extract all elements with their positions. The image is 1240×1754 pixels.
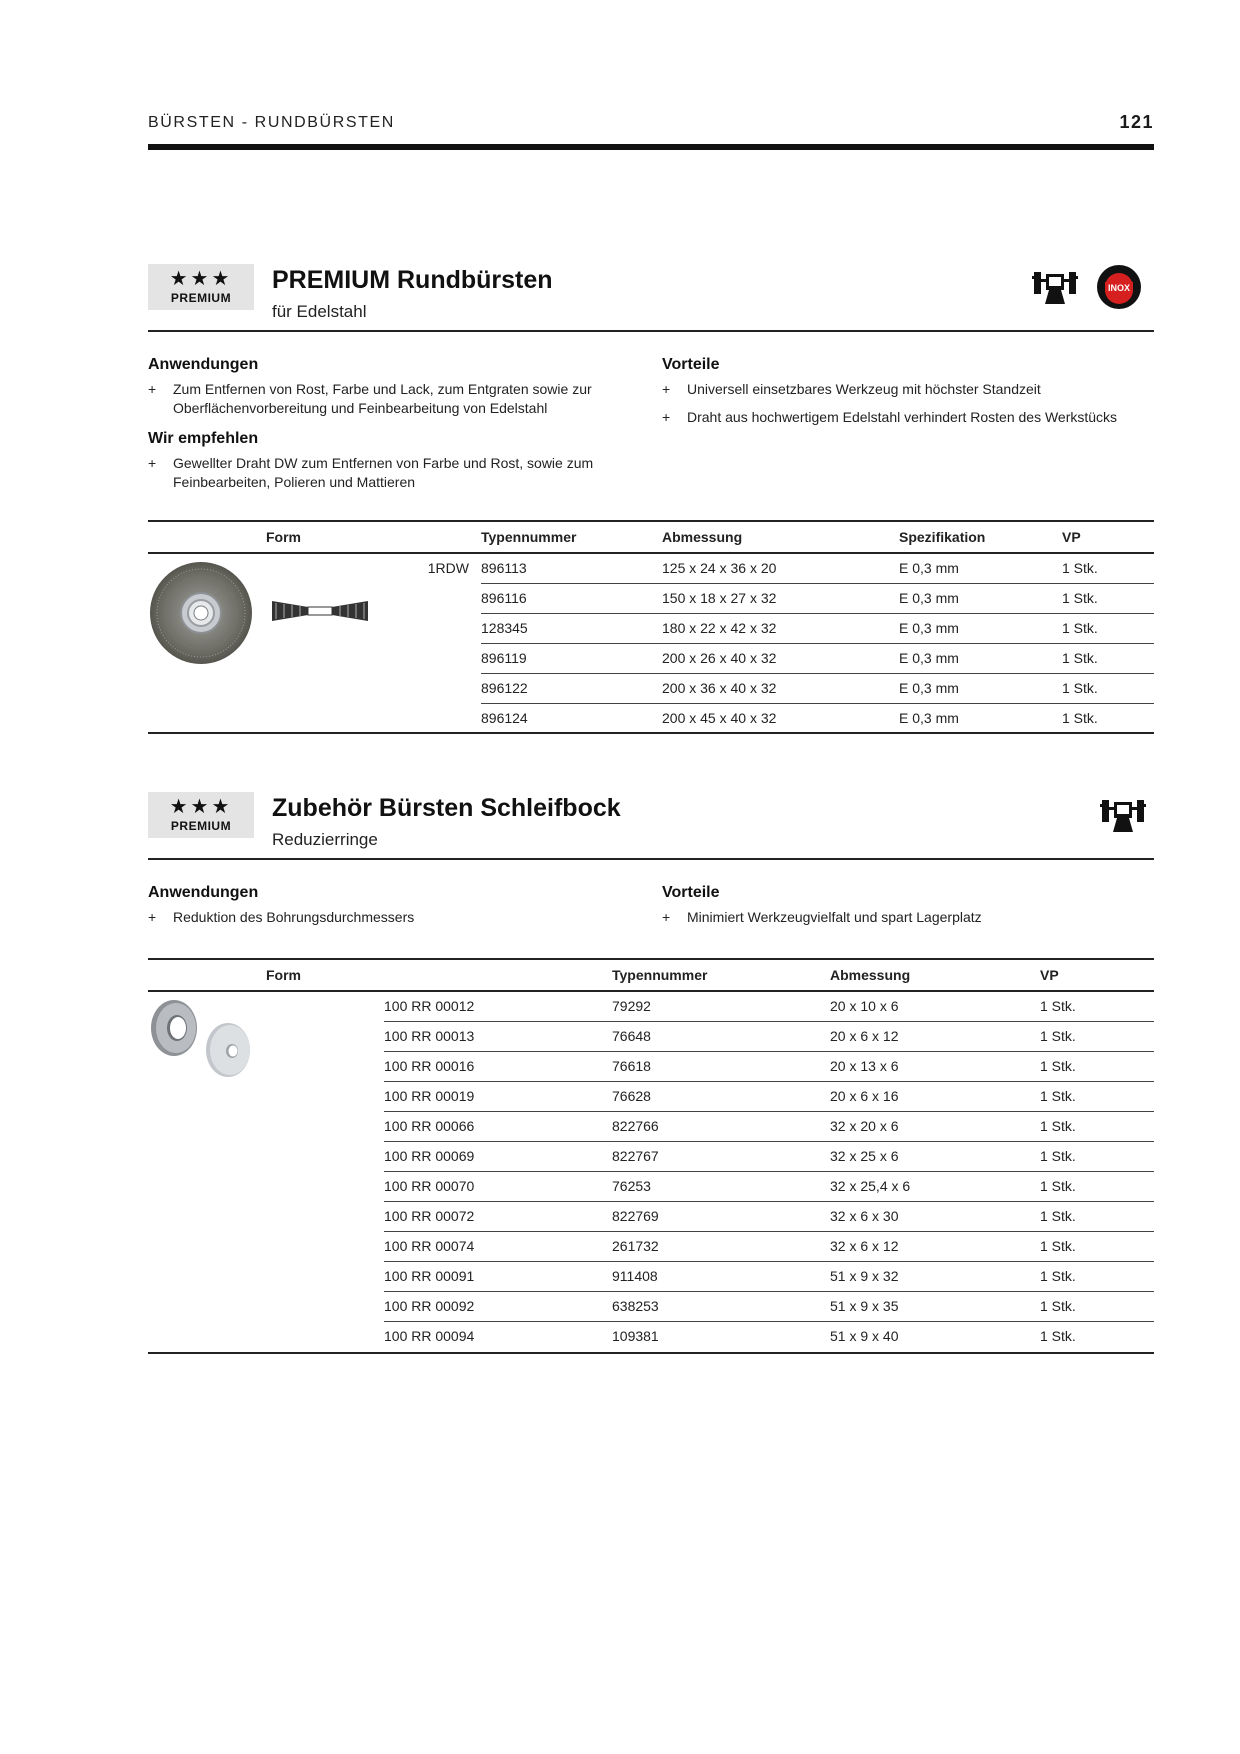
section-title: Zubehör Bürsten Schleifbock bbox=[272, 794, 621, 822]
col-header-vp: VP bbox=[1062, 521, 1154, 553]
premium-label: PREMIUM bbox=[170, 291, 232, 305]
cell-form: 100 RR 00091 bbox=[384, 1261, 612, 1291]
cell-abmessung: 20 x 6 x 12 bbox=[830, 1021, 1040, 1051]
advantages-item: + Draht aus hochwertigem Edelstahl verhindert Rosten des Werkstücks bbox=[662, 409, 1118, 425]
recommend-item: + Gewellter Draht DW zum Entfernen von Farbe und Rost, sowie zum Feinbearbeiten, Polieren und Mattieren bbox=[148, 455, 594, 490]
inox-label: INOX bbox=[1107, 283, 1131, 293]
table-bottom-rule bbox=[148, 1352, 1154, 1354]
product-table bbox=[148, 958, 1154, 1351]
cell-form: 100 RR 00070 bbox=[384, 1171, 612, 1201]
page-header bbox=[148, 110, 1154, 150]
cell-vp: 1 Stk. bbox=[1040, 1051, 1154, 1081]
cell-abmessung: 200 x 26 x 40 x 32 bbox=[662, 643, 899, 673]
cell-abmessung: 200 x 45 x 40 x 32 bbox=[662, 710, 777, 727]
table-header-row bbox=[148, 959, 1154, 991]
cell-vp: 1 Stk. bbox=[1040, 1231, 1154, 1261]
applications-item: + Reduktion des Bohrungsdurchmessers bbox=[148, 909, 415, 925]
cell-vp: 1 Stk. bbox=[1062, 673, 1154, 703]
cell-abmessung: 51 x 9 x 40 bbox=[830, 1328, 899, 1345]
cell-abmessung: 20 x 10 x 6 bbox=[830, 991, 1040, 1021]
cell-spezifikation: E 0,3 mm bbox=[899, 613, 1062, 643]
cell-abmessung: 32 x 6 x 12 bbox=[830, 1231, 1040, 1261]
cell-typennummer: 822769 bbox=[612, 1201, 830, 1231]
cell-typennummer: 128345 bbox=[481, 613, 662, 643]
cell-spezifikation: E 0,3 mm bbox=[899, 710, 959, 727]
cell-vp: 1 Stk. bbox=[1062, 710, 1098, 727]
advantages-heading: Vorteile bbox=[662, 356, 720, 373]
cell-form: 100 RR 00019 bbox=[384, 1081, 612, 1111]
cell-form: 100 RR 00013 bbox=[384, 1021, 612, 1051]
cell-vp: 1 Stk. bbox=[1040, 1201, 1154, 1231]
cell-form: 100 RR 00016 bbox=[384, 1051, 612, 1081]
col-header-spezifikation: Spezifikation bbox=[899, 521, 1062, 553]
cell-form: 100 RR 00074 bbox=[384, 1231, 612, 1261]
inox-badge-icon bbox=[1096, 264, 1142, 310]
table-bottom-rule bbox=[148, 732, 1154, 734]
cell-spezifikation: E 0,3 mm bbox=[899, 583, 1062, 613]
premium-label: PREMIUM bbox=[170, 819, 232, 833]
cell-typennummer: 822767 bbox=[612, 1141, 830, 1171]
premium-badge bbox=[148, 264, 254, 310]
cell-typennummer: 79292 bbox=[612, 991, 830, 1021]
applications-block bbox=[148, 356, 638, 427]
cell-abmessung: 20 x 6 x 16 bbox=[830, 1081, 1040, 1111]
cell-form: 100 RR 00066 bbox=[384, 1111, 612, 1141]
cell-vp: 1 Stk. bbox=[1040, 1171, 1154, 1201]
cell-abmessung: 20 x 13 x 6 bbox=[830, 1051, 1040, 1081]
cell-abmessung: 51 x 9 x 32 bbox=[830, 1261, 1040, 1291]
stars-icon: ★★★ bbox=[169, 796, 233, 818]
cell-vp: 1 Stk. bbox=[1040, 1111, 1154, 1141]
cell-abmessung: 125 x 24 x 36 x 20 bbox=[662, 553, 899, 583]
cell-typennummer: 109381 bbox=[612, 1328, 659, 1345]
applications-item: + Zum Entfernen von Rost, Farbe und Lack, zum Entgraten sowie zur Oberflächenvorbereitung und Feinbearbeitung von Edelstahl bbox=[148, 381, 592, 416]
cell-vp: 1 Stk. bbox=[1040, 1261, 1154, 1291]
section-subtitle: für Edelstahl bbox=[272, 302, 367, 321]
cell-typennummer: 896116 bbox=[481, 583, 662, 613]
cell-abmessung: 32 x 20 x 6 bbox=[830, 1111, 1040, 1141]
cell-typennummer: 76648 bbox=[612, 1021, 830, 1051]
bench-grinder-icon bbox=[1032, 264, 1078, 310]
cell-abmessung: 180 x 22 x 42 x 32 bbox=[662, 613, 899, 643]
col-header-typennummer: Typennummer bbox=[481, 521, 662, 553]
cell-typennummer: 911408 bbox=[612, 1261, 830, 1291]
section-zubehoer-schleifbock bbox=[148, 792, 1154, 1372]
cell-vp: 1 Stk. bbox=[1062, 553, 1154, 583]
product-image-cell bbox=[148, 553, 266, 733]
applications-heading: Anwendungen bbox=[148, 356, 259, 373]
cell-vp: 1 Stk. bbox=[1062, 613, 1154, 643]
cell-form: 100 RR 00094 bbox=[384, 1328, 475, 1345]
cell-abmessung: 200 x 36 x 40 x 32 bbox=[662, 673, 899, 703]
form-cell bbox=[266, 553, 481, 733]
cell-vp: 1 Stk. bbox=[1040, 991, 1154, 1021]
cell-vp: 1 Stk. bbox=[1040, 1141, 1154, 1171]
table-row bbox=[148, 553, 1154, 583]
col-header-form: Form bbox=[266, 959, 384, 991]
cell-abmessung: 32 x 25 x 6 bbox=[830, 1141, 1040, 1171]
col-header-vp: VP bbox=[1040, 959, 1154, 991]
cell-typennummer: 76628 bbox=[612, 1081, 830, 1111]
cell-abmessung: 32 x 25,4 x 6 bbox=[830, 1171, 1040, 1201]
cell-vp: 1 Stk. bbox=[1040, 1291, 1154, 1321]
wire-brush-wheel-image bbox=[148, 560, 254, 666]
cell-typennummer: 261732 bbox=[612, 1231, 830, 1261]
cell-vp: 1 Stk. bbox=[1062, 643, 1154, 673]
stars-icon: ★★★ bbox=[169, 268, 233, 290]
col-header-abmessung: Abmessung bbox=[830, 959, 1040, 991]
product-table bbox=[148, 520, 1154, 733]
reducing-rings-image bbox=[148, 998, 258, 1084]
bench-grinder-icon bbox=[1100, 792, 1146, 838]
cell-spezifikation: E 0,3 mm bbox=[899, 553, 1062, 583]
table-row bbox=[148, 991, 1154, 1021]
section-subtitle: Reduzierringe bbox=[272, 830, 378, 849]
title-rule bbox=[148, 330, 1154, 332]
breadcrumb: BÜRSTEN - RUNDBÜRSTEN bbox=[148, 114, 395, 131]
cell-typennummer: 76618 bbox=[612, 1051, 830, 1081]
cell-vp: 1 Stk. bbox=[1040, 1081, 1154, 1111]
product-image-cell bbox=[148, 991, 266, 1351]
brush-profile-icon bbox=[272, 598, 368, 624]
col-header-typennummer: Typennummer bbox=[612, 959, 830, 991]
cell-form: 100 RR 00092 bbox=[384, 1291, 612, 1321]
table-header-row bbox=[148, 521, 1154, 553]
cell-typennummer: 896124 bbox=[481, 710, 528, 727]
cell-form: 100 RR 00072 bbox=[384, 1201, 612, 1231]
cell-typennummer: 896119 bbox=[481, 643, 662, 673]
advantages-item: + Universell einsetzbares Werkzeug mit höchster Standzeit bbox=[662, 381, 1041, 397]
cell-abmessung: 32 x 6 x 30 bbox=[830, 1201, 1040, 1231]
col-header-abmessung: Abmessung bbox=[662, 521, 899, 553]
applications-heading: Anwendungen bbox=[148, 884, 259, 901]
cell-typennummer: 822766 bbox=[612, 1111, 830, 1141]
advantages-block bbox=[662, 356, 1152, 436]
advantages-item: + Minimiert Werkzeugvielfalt und spart Lagerplatz bbox=[662, 909, 982, 925]
cell-vp: 1 Stk. bbox=[1062, 583, 1154, 613]
col-header-form: Form bbox=[266, 521, 481, 553]
advantages-block bbox=[662, 884, 1152, 936]
cell-typennummer: 896113 bbox=[481, 553, 662, 583]
title-rule bbox=[148, 858, 1154, 860]
cell-vp: 1 Stk. bbox=[1040, 1021, 1154, 1051]
cell-form: 100 RR 00069 bbox=[384, 1141, 612, 1171]
cell-typennummer: 76253 bbox=[612, 1171, 830, 1201]
section-title: PREMIUM Rundbürsten bbox=[272, 266, 553, 294]
cell-abmessung: 150 x 18 x 27 x 32 bbox=[662, 583, 899, 613]
cell-typennummer: 896122 bbox=[481, 673, 662, 703]
cell-spezifikation: E 0,3 mm bbox=[899, 673, 1062, 703]
section-premium-rundbuersten bbox=[148, 264, 1154, 744]
cell-form: 100 RR 00012 bbox=[384, 991, 612, 1021]
cell-vp: 1 Stk. bbox=[1040, 1328, 1076, 1345]
recommend-heading: Wir empfehlen bbox=[148, 430, 259, 447]
cell-spezifikation: E 0,3 mm bbox=[899, 643, 1062, 673]
recommend-block bbox=[148, 430, 638, 501]
form-code: 1RDW bbox=[427, 560, 469, 576]
page-number: 121 bbox=[1119, 112, 1154, 132]
cell-abmessung: 51 x 9 x 35 bbox=[830, 1291, 1040, 1321]
premium-badge bbox=[148, 792, 254, 838]
header-rule bbox=[148, 144, 1154, 150]
applications-block bbox=[148, 884, 638, 936]
cell-typennummer: 638253 bbox=[612, 1291, 830, 1321]
advantages-heading: Vorteile bbox=[662, 884, 720, 901]
